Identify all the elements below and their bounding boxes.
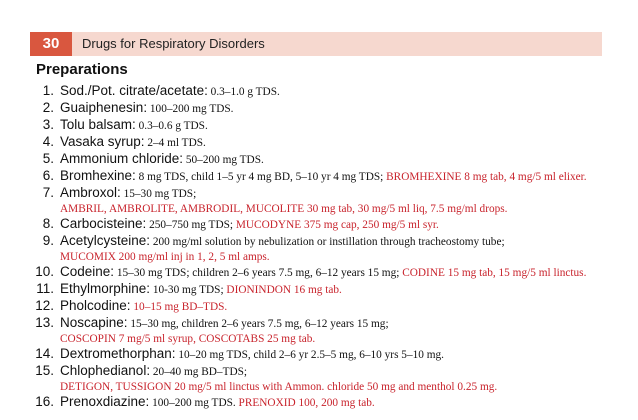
drug-name: Sod./Pot. citrate/acetate: [60, 83, 208, 98]
item-number: 13. [35, 315, 54, 330]
drug-name: Ambroxol: [60, 185, 121, 200]
preparations-list [0, 83, 638, 411]
preparation-item [0, 117, 638, 134]
drug-name: Vasaka syrup: [60, 134, 145, 149]
dosage-text: 100–200 mg TDS. [147, 103, 234, 115]
preparation-item [0, 363, 638, 394]
drug-name: Pholcodine: [60, 298, 131, 313]
brand-continuation: MUCOMIX 200 mg/ml inj in 1, 2, 5 ml amps. [60, 251, 270, 263]
brand-continuation: AMBRIL, AMBROLITE, AMBRODIL, MUCOLITE 30 mg tab, 30 mg/5 ml liq, 7.5 mg/ml drops. [60, 203, 508, 215]
item-number: 16. [35, 394, 54, 409]
item-number: 9. [42, 233, 54, 248]
brand-text: DIONINDON 16 mg tab. [226, 284, 342, 296]
preparation-item [0, 134, 638, 151]
drug-name: Acetylcysteine: [60, 233, 151, 248]
preparation-item [0, 100, 638, 117]
dosage-text: 20–40 mg BD–TDS; [150, 366, 248, 378]
drug-name: Carbocisteine: [60, 216, 147, 231]
dosage-text: 15–30 mg TDS; children 2–6 years 7.5 mg, 6–12 years 15 mg; [114, 267, 403, 279]
dosage-text: 15–30 mg, children 2–6 years 7.5 mg, 6–12 years 15 mg; [127, 318, 389, 330]
preparation-item [0, 298, 638, 315]
brand-text: PRENOXID 100, 200 mg tab. [238, 397, 375, 409]
dosage-text: 8 mg TDS, child 1–5 yr 4 mg BD, 5–10 yr 4 mg TDS; [135, 171, 387, 183]
drug-name: Guaiphenesin: [60, 100, 148, 115]
dosage-text: 15–30 mg TDS; [120, 188, 197, 200]
item-number: 10. [35, 264, 54, 279]
item-number: 3. [42, 117, 54, 132]
item-number: 6. [42, 168, 54, 183]
item-number: 4. [42, 134, 54, 149]
section-title: Preparations [36, 61, 128, 78]
preparation-item [0, 281, 638, 298]
preparation-item [0, 83, 638, 100]
preparation-item [0, 264, 638, 281]
preparation-item [0, 346, 638, 363]
preparation-item [0, 185, 638, 216]
drug-name: Bromhexine: [60, 168, 136, 183]
brand-text: 10–15 mg BD–TDS. [133, 301, 228, 313]
preparation-item [0, 394, 638, 411]
drug-name: Chlophedianol: [60, 363, 151, 378]
dosage-text: 10-30 mg TDS; [150, 284, 227, 296]
brand-text: CODINE 15 mg tab, 15 mg/5 ml linctus. [402, 267, 587, 279]
drug-name: Tolu balsam: [60, 117, 136, 132]
brand-continuation: DETIGON, TUSSIGON 20 mg/5 ml linctus with Ammon. chloride 50 mg and menthol 0.25 mg. [60, 381, 498, 393]
drug-name: Ethylmorphine: [60, 281, 151, 296]
dosage-text: 100–200 mg TDS. [149, 397, 239, 409]
preparation-item [0, 315, 638, 346]
dosage-text: 0.3–0.6 g TDS. [135, 120, 208, 132]
preparation-item [0, 216, 638, 233]
dosage-text: 200 mg/ml solution by nebulization or instillation through tracheostomy tube; [150, 236, 505, 248]
dosage-text: 250–750 mg TDS; [146, 219, 236, 231]
dosage-text: 0.3–1.0 g TDS. [207, 86, 280, 98]
drug-name: Ammonium chloride: [60, 151, 184, 166]
preparation-item [0, 151, 638, 168]
item-number: 5. [42, 151, 54, 166]
dosage-text: 50–200 mg TDS. [183, 154, 264, 166]
chapter-title: Drugs for Respiratory Disorders [82, 36, 265, 51]
preparation-item [0, 168, 638, 185]
drug-name: Codeine: [60, 264, 115, 279]
item-number: 12. [35, 298, 54, 313]
item-number: 1. [42, 83, 54, 98]
drug-name: Noscapine: [60, 315, 128, 330]
preparation-item [0, 233, 638, 264]
chapter-number: 30 [30, 32, 72, 56]
brand-continuation: COSCOPIN 7 mg/5 ml syrup, COSCOTABS 25 mg tab. [60, 333, 316, 345]
item-number: 2. [42, 100, 54, 115]
item-number: 15. [35, 363, 54, 378]
brand-text: BROMHEXINE 8 mg tab, 4 mg/5 ml elixer. [386, 171, 587, 183]
brand-text: MUCODYNE 375 mg cap, 250 mg/5 ml syr. [235, 219, 439, 231]
item-number: 7. [42, 185, 54, 200]
item-number: 11. [36, 281, 54, 296]
drug-name: Prenoxdiazine: [60, 394, 150, 409]
dosage-text: 2–4 ml TDS. [144, 137, 206, 149]
dosage-text: 10–20 mg TDS, child 2–6 yr 2.5–5 mg, 6–10 yrs 5–10 mg. [175, 349, 444, 361]
item-number: 8. [42, 216, 54, 231]
item-number: 14. [35, 346, 54, 361]
drug-name: Dextromethorphan: [60, 346, 176, 361]
